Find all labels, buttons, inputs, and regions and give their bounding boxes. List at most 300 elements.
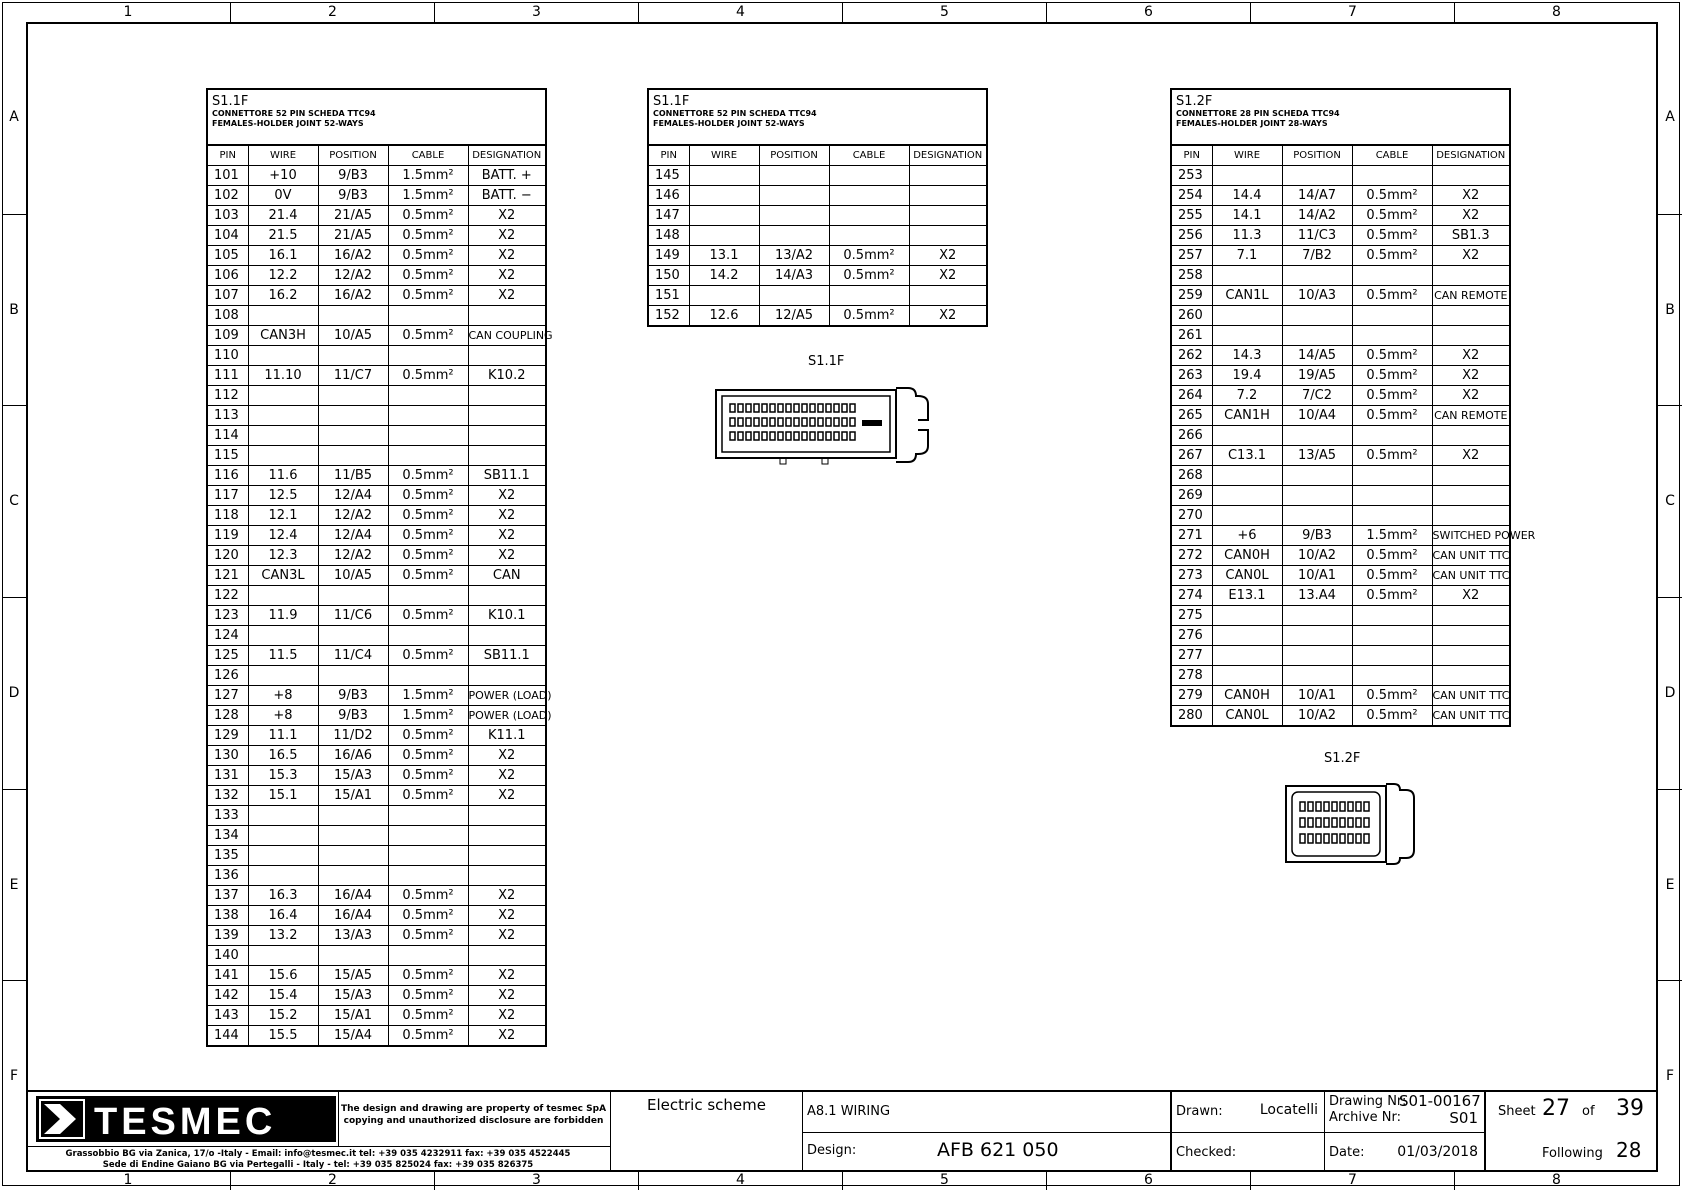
table-cell	[1352, 626, 1432, 646]
of-value: 39	[1616, 1096, 1644, 1121]
column-header: CABLE	[388, 146, 468, 166]
table-cell: 0.5mm²	[388, 326, 468, 346]
table-cell: 262	[1172, 346, 1212, 366]
table-row	[1172, 246, 1509, 266]
table-cell: 275	[1172, 606, 1212, 626]
pin-cavity	[762, 418, 767, 426]
pin-cavity	[754, 404, 759, 412]
table-cell: CAN0L	[1212, 706, 1282, 726]
pin-cavity	[1356, 834, 1361, 843]
table-cell	[1282, 486, 1352, 506]
table-cell: 21/A5	[318, 226, 388, 246]
table-cell	[468, 306, 545, 326]
pin-cavity	[786, 432, 791, 440]
table-cell: 16/A4	[318, 906, 388, 926]
table-cell: 126	[208, 666, 248, 686]
table-row	[649, 226, 986, 246]
table-cell	[388, 426, 468, 446]
table-cell	[1212, 326, 1282, 346]
table-cell: 0.5mm²	[388, 906, 468, 926]
table-cell: CAN	[468, 566, 545, 586]
pin-cavity	[746, 418, 751, 426]
scheme-title: Electric scheme	[647, 1096, 766, 1114]
table-cell: 11.6	[248, 466, 318, 486]
zone-column-label: 5	[842, 1170, 1046, 1190]
table-row	[208, 726, 545, 746]
table-cell	[468, 826, 545, 846]
table-cell: 122	[208, 586, 248, 606]
table-cell	[1432, 506, 1509, 526]
table-cell	[689, 226, 759, 246]
design-label: Design:	[807, 1143, 857, 1158]
pin-cavity	[1332, 802, 1337, 811]
table-cell: 13.1	[689, 246, 759, 266]
table-cell: 0.5mm²	[388, 286, 468, 306]
following-area	[1484, 1132, 1658, 1172]
table-cell: X2	[909, 266, 986, 286]
connector-label-s12f: S1.2F	[1324, 751, 1361, 766]
connector-s11f-drawing	[712, 382, 932, 468]
pin-cavity	[786, 404, 791, 412]
table-cell: 273	[1172, 566, 1212, 586]
pin-cavity	[850, 404, 855, 412]
table-cell: 7.2	[1212, 386, 1282, 406]
title-block	[26, 1090, 1658, 1172]
table-cell: X2	[468, 526, 545, 546]
table-cell	[1212, 506, 1282, 526]
table-cell: 116	[208, 466, 248, 486]
table-cell: 15.5	[248, 1026, 318, 1046]
table-cell: 127	[208, 686, 248, 706]
pin-cavity	[794, 404, 799, 412]
table-header	[208, 90, 545, 146]
table-cell: 10/A5	[318, 566, 388, 586]
table-cell: X2	[1432, 206, 1509, 226]
table-cell: 135	[208, 846, 248, 866]
table-row	[649, 186, 986, 206]
table-cell	[1212, 666, 1282, 686]
zone-column-label: 8	[1454, 1170, 1658, 1190]
table-cell: 7.1	[1212, 246, 1282, 266]
table-cell: 0.5mm²	[388, 526, 468, 546]
table-row	[208, 446, 545, 466]
table-row	[208, 226, 545, 246]
table-cell: 0.5mm²	[388, 726, 468, 746]
drawn-area	[1170, 1092, 1324, 1132]
table-row	[208, 266, 545, 286]
table-cell	[1212, 646, 1282, 666]
table-cell: 11/C4	[318, 646, 388, 666]
column-header: WIRE	[689, 146, 759, 166]
table-row	[208, 766, 545, 786]
table-cell: CAN REMOTE	[1432, 286, 1509, 306]
table-cell: 102	[208, 186, 248, 206]
table-cell: SB11.1	[468, 646, 545, 666]
zone-row-label: C	[1658, 405, 1682, 597]
table-cell: 10/A4	[1282, 406, 1352, 426]
logo-area	[26, 1092, 610, 1146]
table-cell	[759, 186, 829, 206]
table-cell	[1212, 426, 1282, 446]
pin-cavity	[1308, 834, 1313, 843]
table-cell: 12.4	[248, 526, 318, 546]
table-cell: X2	[468, 286, 545, 306]
table-cell: 257	[1172, 246, 1212, 266]
table-row	[208, 686, 545, 706]
table-cell: 21/A5	[318, 206, 388, 226]
table-cell: 9/B3	[1282, 526, 1352, 546]
pin-cavity	[1364, 802, 1369, 811]
table-cell: SB11.1	[468, 466, 545, 486]
table-cell	[1352, 326, 1432, 346]
table-cell: X2	[468, 1006, 545, 1026]
table-cell	[248, 846, 318, 866]
table-cell: 260	[1172, 306, 1212, 326]
table-cell	[829, 286, 909, 306]
table-cell: 121	[208, 566, 248, 586]
table-cell: 113	[208, 406, 248, 426]
table-row	[1172, 626, 1509, 646]
table-cell: 12/A5	[759, 306, 829, 326]
table-cell: 279	[1172, 686, 1212, 706]
table-cell: 120	[208, 546, 248, 566]
table-cell: 268	[1172, 466, 1212, 486]
table-cell	[318, 386, 388, 406]
table-cell: 1.5mm²	[388, 686, 468, 706]
zone-row-label: F	[1658, 980, 1682, 1172]
zone-row-label: E	[2, 789, 26, 981]
table-cell: 125	[208, 646, 248, 666]
table-cell: 150	[649, 266, 689, 286]
table-cell	[689, 206, 759, 226]
table-cell	[468, 946, 545, 966]
table-header	[1172, 90, 1509, 146]
table-cell	[388, 866, 468, 886]
pin-cavity	[1332, 834, 1337, 843]
pin-cavity	[1324, 818, 1329, 827]
drawn-value: Locatelli	[1259, 1102, 1318, 1118]
table-row	[208, 166, 545, 186]
table-cell: 14.2	[689, 266, 759, 286]
table-cell: 0.5mm²	[1352, 586, 1432, 606]
table-cell: 0.5mm²	[1352, 366, 1432, 386]
table-cell	[248, 666, 318, 686]
table-cell: 0.5mm²	[1352, 186, 1432, 206]
table-cell: CAN0L	[1212, 566, 1282, 586]
table-desc-2: FEMALES-HOLDER JOINT 28-WAYS	[1176, 119, 1328, 128]
pin-cavity	[842, 432, 847, 440]
pin-cavity	[738, 404, 743, 412]
table-row	[649, 306, 986, 326]
table-cell: 119	[208, 526, 248, 546]
table-cell: 264	[1172, 386, 1212, 406]
table-cell: 10/A3	[1282, 286, 1352, 306]
pin-cavity	[842, 418, 847, 426]
table-cell: 137	[208, 886, 248, 906]
notice-line-2: copying and unauthorized disclosure are forbidden	[343, 1116, 604, 1126]
table-cell: 0.5mm²	[388, 766, 468, 786]
zone-column-label: 1	[123, 4, 133, 20]
table-cell: 12.2	[248, 266, 318, 286]
table-cell	[388, 846, 468, 866]
table-row	[1172, 486, 1509, 506]
sheet-label: Sheet	[1498, 1104, 1536, 1119]
table-cell: X2	[468, 226, 545, 246]
table-cell: 266	[1172, 426, 1212, 446]
table-row	[208, 306, 545, 326]
pin-cavity	[834, 404, 839, 412]
pin-cavity	[1340, 802, 1345, 811]
sheet-value: 27	[1542, 1096, 1570, 1121]
table-row	[1172, 526, 1509, 546]
table-cell	[468, 406, 545, 426]
table-cell	[468, 866, 545, 886]
table-cell: 0.5mm²	[388, 1026, 468, 1046]
table-cell	[1432, 466, 1509, 486]
table-cell	[388, 406, 468, 426]
pin-table-s12f	[1170, 88, 1536, 727]
table-cell: 0.5mm²	[388, 486, 468, 506]
table-cell	[829, 186, 909, 206]
table-cell: 115	[208, 446, 248, 466]
table-row	[208, 966, 545, 986]
table-row	[1172, 186, 1509, 206]
table-cell: 0.5mm²	[388, 546, 468, 566]
table-row	[1172, 606, 1509, 626]
table-cell: 259	[1172, 286, 1212, 306]
table-cell: +8	[248, 686, 318, 706]
drawing-nr-label: Drawing Nr:	[1329, 1094, 1407, 1109]
table-cell	[829, 206, 909, 226]
zone-row-label: E	[1658, 789, 1682, 981]
zone-row-label: B	[2, 214, 26, 406]
date-value: 01/03/2018	[1397, 1144, 1478, 1160]
zone-column-label: 1	[123, 1172, 133, 1188]
table-cell	[1282, 626, 1352, 646]
table-cell: X2	[468, 886, 545, 906]
table-cell: 14.1	[1212, 206, 1282, 226]
table-row	[208, 746, 545, 766]
archive-nr-value: S01	[1449, 1109, 1478, 1127]
table-cell: 1.5mm²	[1352, 526, 1432, 546]
table-cell: 0.5mm²	[388, 926, 468, 946]
column-header: CABLE	[829, 146, 909, 166]
table-cell: 15.2	[248, 1006, 318, 1026]
table-row	[208, 586, 545, 606]
pin-cavity	[1364, 834, 1369, 843]
pin-cavity	[770, 418, 775, 426]
table-cell: C13.1	[1212, 446, 1282, 466]
checked-area	[1170, 1132, 1324, 1172]
pin-cavity	[1348, 818, 1353, 827]
table-row	[208, 426, 545, 446]
zone-column-label: 7	[1250, 1170, 1454, 1190]
table-cell: 0.5mm²	[1352, 226, 1432, 246]
table-cell	[1282, 646, 1352, 666]
row-ruler-left	[2, 22, 26, 1172]
pin-cavity	[730, 418, 735, 426]
table-cell: CAN UNIT TTC	[1432, 546, 1509, 566]
table-cell: 263	[1172, 366, 1212, 386]
table-cell	[388, 626, 468, 646]
table-cell: 19/A5	[1282, 366, 1352, 386]
table-cell	[318, 306, 388, 326]
pin-cavity	[794, 432, 799, 440]
table-cell: 11/C6	[318, 606, 388, 626]
archive-nr-label: Archive Nr:	[1329, 1110, 1401, 1125]
table-cell: 1.5mm²	[388, 186, 468, 206]
tesmec-logo	[36, 1096, 336, 1142]
table-desc-1: CONNETTORE 52 PIN SCHEDA TTC94	[653, 109, 817, 118]
table-cell: CAN UNIT TTC	[1432, 706, 1509, 726]
table-cell	[689, 286, 759, 306]
table-cell: CAN0H	[1212, 546, 1282, 566]
table-cell: K10.2	[468, 366, 545, 386]
table-cell	[1352, 666, 1432, 686]
table-cell: 133	[208, 806, 248, 826]
date-label: Date:	[1329, 1145, 1365, 1160]
table-cell: 11.10	[248, 366, 318, 386]
address-area	[26, 1146, 610, 1172]
pin-cavity	[1300, 802, 1305, 811]
pin-cavity	[1340, 834, 1345, 843]
connector-label-s11f: S1.1F	[808, 354, 845, 369]
table-row	[208, 366, 545, 386]
table-cell: 12.6	[689, 306, 759, 326]
table-cell: 146	[649, 186, 689, 206]
table-cell	[759, 166, 829, 186]
zone-column-label: 8	[1454, 2, 1658, 22]
table-cell: 265	[1172, 406, 1212, 426]
table-cell: 258	[1172, 266, 1212, 286]
table-cell: CAN3H	[248, 326, 318, 346]
table-row	[208, 866, 545, 886]
pin-cavity	[746, 432, 751, 440]
table-cell: 0.5mm²	[388, 466, 468, 486]
table-cell: 12/A2	[318, 506, 388, 526]
column-ruler-top	[26, 2, 1658, 22]
table-cell: 272	[1172, 546, 1212, 566]
table-cell: X2	[909, 246, 986, 266]
pin-cavity	[1356, 818, 1361, 827]
date-area	[1324, 1132, 1484, 1172]
table-cell: 0.5mm²	[1352, 546, 1432, 566]
table-cell: 11.5	[248, 646, 318, 666]
table-cell	[759, 226, 829, 246]
column-header: POSITION	[759, 146, 829, 166]
table-cell: 151	[649, 286, 689, 306]
table-cell	[1432, 626, 1509, 646]
table-cell: SB1.3	[1432, 226, 1509, 246]
table-cell: 256	[1172, 226, 1212, 246]
table-cell: X2	[1432, 586, 1509, 606]
table-cell: 9/B3	[318, 706, 388, 726]
table-cell: 19.4	[1212, 366, 1282, 386]
table-cell	[318, 826, 388, 846]
table-cell: 14.3	[1212, 346, 1282, 366]
table-cell: 1.5mm²	[388, 166, 468, 186]
table-cell: E13.1	[1212, 586, 1282, 606]
table-cell: 139	[208, 926, 248, 946]
table-cell: 0V	[248, 186, 318, 206]
table-cell: 277	[1172, 646, 1212, 666]
table-cell: 11.9	[248, 606, 318, 626]
table-cell: 0.5mm²	[388, 506, 468, 526]
table-cell	[909, 166, 986, 186]
table-row	[208, 326, 545, 346]
table-cell	[1212, 626, 1282, 646]
table-cell: 110	[208, 346, 248, 366]
table-cell: 0.5mm²	[388, 746, 468, 766]
table-cell	[1352, 166, 1432, 186]
table-cell	[388, 586, 468, 606]
table-cell	[318, 666, 388, 686]
table-row	[1172, 586, 1509, 606]
table-cell	[468, 586, 545, 606]
table-cell: K11.1	[468, 726, 545, 746]
zone-column-label: 6	[1046, 2, 1250, 22]
table-cell: 16.2	[248, 286, 318, 306]
table-cell: 101	[208, 166, 248, 186]
table-row	[208, 646, 545, 666]
table-cell	[248, 406, 318, 426]
checked-label: Checked:	[1176, 1145, 1237, 1160]
table-cell: 15/A5	[318, 966, 388, 986]
design-area	[802, 1132, 1170, 1172]
table-row	[208, 406, 545, 426]
table-desc-2: FEMALES-HOLDER JOINT 52-WAYS	[212, 119, 364, 128]
table-row	[208, 886, 545, 906]
table-cell: 147	[649, 206, 689, 226]
pin-cavity	[810, 404, 815, 412]
zone-column-label: 3	[434, 1170, 638, 1190]
pin-cavity	[1316, 802, 1321, 811]
table-cell: 7/B2	[1282, 246, 1352, 266]
table-row	[208, 606, 545, 626]
table-row	[208, 286, 545, 306]
pin-cavity	[730, 404, 735, 412]
zone-column-label: 7	[1250, 2, 1454, 22]
table-cell	[1352, 466, 1432, 486]
table-cell	[248, 626, 318, 646]
pin-table-s11f-part1	[206, 88, 553, 1047]
zone-row-label: D	[1658, 597, 1682, 789]
pin-cavity	[826, 404, 831, 412]
table-ref: S1.1F	[653, 94, 690, 109]
table-cell	[1432, 306, 1509, 326]
table-cell	[1282, 166, 1352, 186]
table-row	[1172, 406, 1509, 426]
table-cell: 13/A5	[1282, 446, 1352, 466]
table-row	[1172, 426, 1509, 446]
table-cell: 15/A1	[318, 786, 388, 806]
table-cell: +8	[248, 706, 318, 726]
table-cell: 14/A7	[1282, 186, 1352, 206]
table-row	[208, 666, 545, 686]
column-header: WIRE	[248, 146, 318, 166]
table-cell: X2	[468, 266, 545, 286]
table-row	[208, 386, 545, 406]
table-header	[649, 90, 986, 146]
table-cell: 117	[208, 486, 248, 506]
table-cell: X2	[468, 746, 545, 766]
column-header: POSITION	[318, 146, 388, 166]
pin-cavity	[754, 418, 759, 426]
connector-s12f-drawing	[1282, 780, 1418, 866]
pin-cavity	[818, 404, 823, 412]
table-cell: 15/A4	[318, 1026, 388, 1046]
table-cell: X2	[1432, 186, 1509, 206]
